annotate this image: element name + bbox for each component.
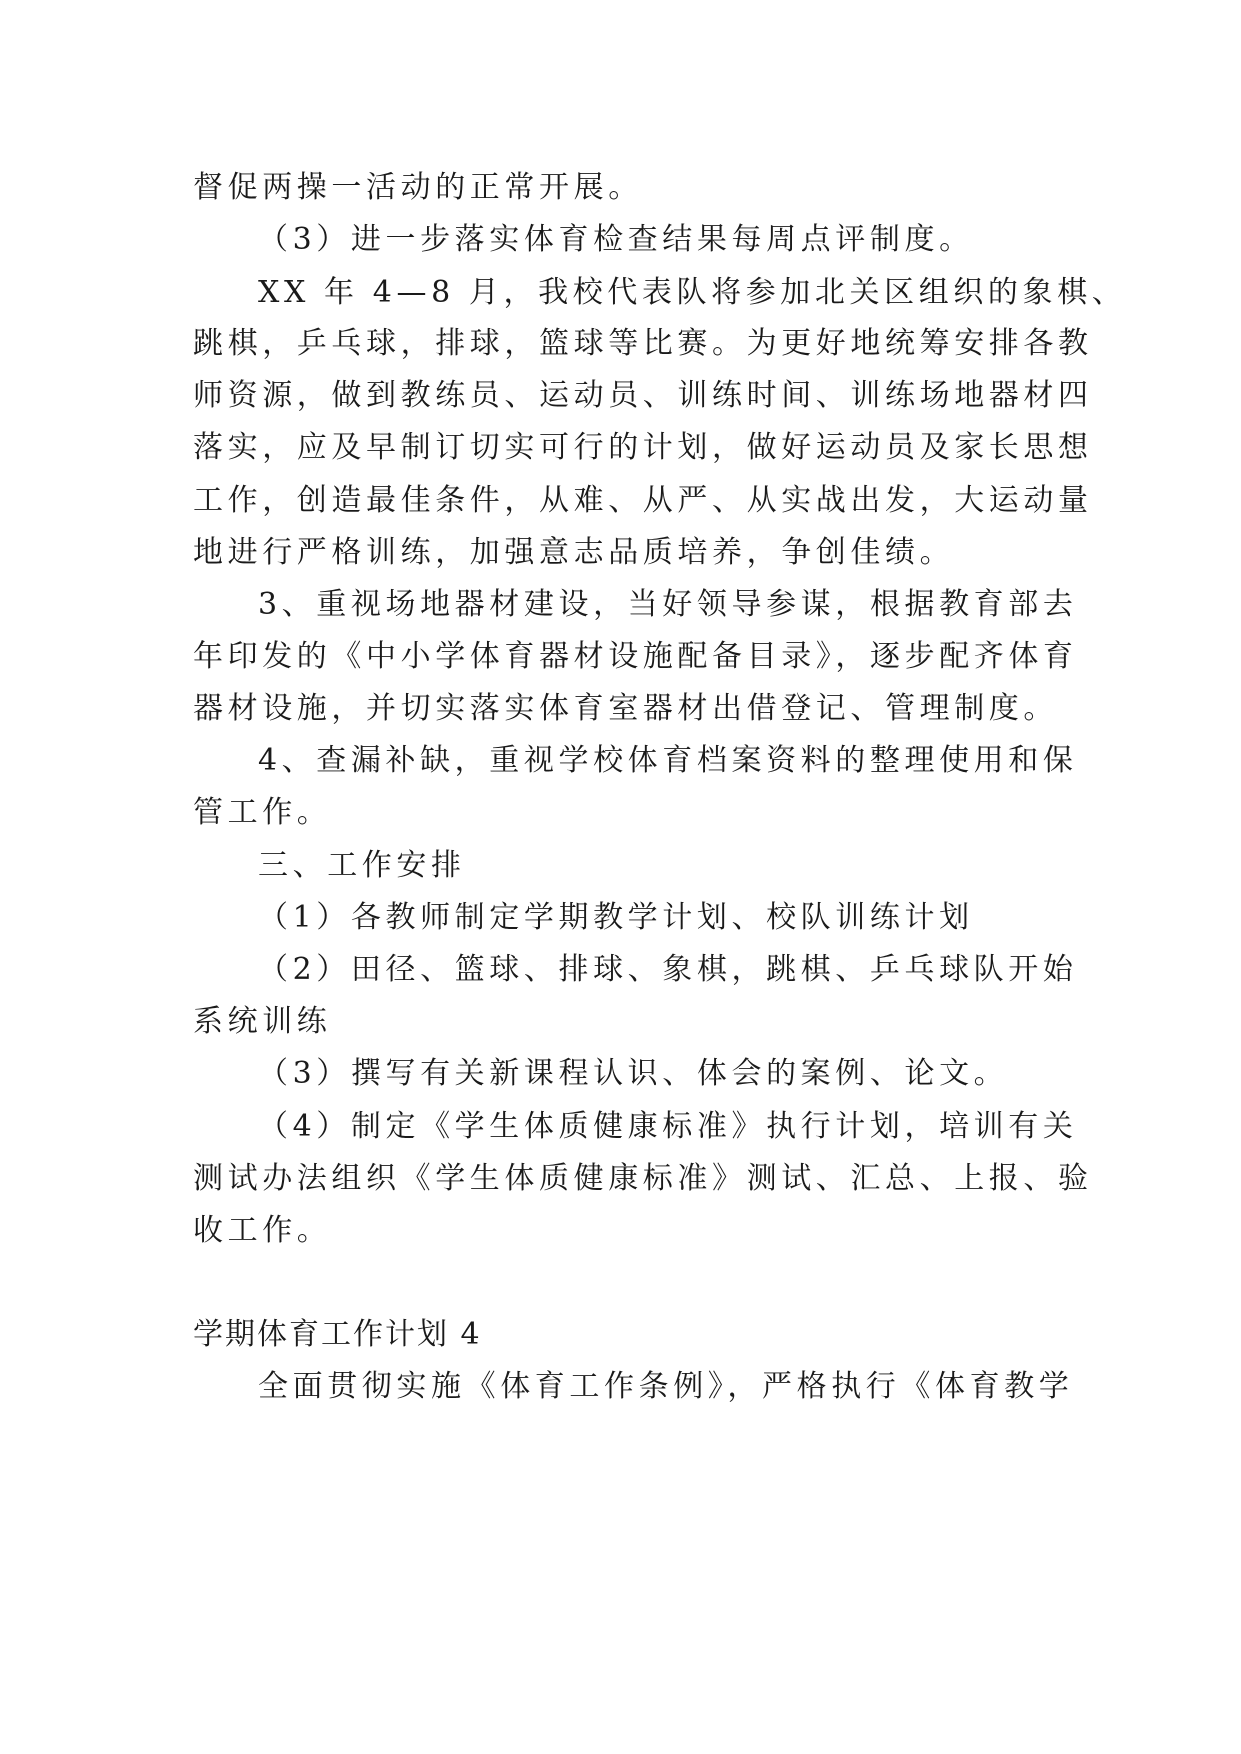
paragraph-line: 落实，应及早制订切实可行的计划，做好运动员及家长思想 (193, 430, 1093, 465)
list-item: （4）制定《学生体质健康标准》执行计划，培训有关 (258, 1109, 1078, 1144)
paragraph-line: 全面贯彻实施《体育工作条例》，严格执行《体育教学 (258, 1369, 1074, 1404)
paragraph-line: 管工作。 (193, 795, 332, 830)
list-item-continuation: 测试办法组织《学生体质健康标准》测试、汇总、上报、验 (193, 1161, 1093, 1196)
paragraph-line: 3、重视场地器材建设，当好领导参谋，根据教育部去 (258, 587, 1078, 622)
paragraph-line: 器材设施，并切实落实体育室器材出借登记、管理制度。 (193, 691, 1058, 726)
list-item: （1）各教师制定学期教学计划、校队训练计划 (258, 900, 974, 935)
paragraph-line: （3）进一步落实体育检查结果每周点评制度。 (258, 222, 974, 257)
paragraph-line: 4、查漏补缺，重视学校体育档案资料的整理使用和保 (258, 743, 1078, 778)
list-item: （2）田径、篮球、排球、象棋，跳棋、乒乓球队开始 (258, 952, 1078, 987)
paragraph-line: 师资源，做到教练员、运动员、训练时间、训练场地器材四 (193, 378, 1093, 413)
paragraph-line: 地进行严格训练，加强意志品质培养，争创佳绩。 (193, 535, 955, 570)
paragraph-line: XX 年 4—8 月，我校代表队将参加北关区组织的象棋、 (258, 275, 1127, 310)
paragraph-line: 督促两操一活动的正常开展。 (193, 170, 643, 205)
list-item-continuation: 收工作。 (193, 1213, 332, 1248)
paragraph-line: 工作，创造最佳条件，从难、从严、从实战出发，大运动量 (193, 483, 1093, 518)
paragraph-line: 跳棋，乒乓球，排球，篮球等比赛。为更好地统筹安排各教 (193, 326, 1093, 361)
section-heading: 三、工作安排 (258, 848, 466, 883)
paragraph-line: 年印发的《中小学体育器材设施配备目录》，逐步配齐体育 (193, 639, 1078, 674)
section-title: 学期体育工作计划 4 (193, 1317, 482, 1352)
list-item: （3）撰写有关新课程认识、体会的案例、论文。 (258, 1056, 1009, 1091)
list-item-continuation: 系统训练 (193, 1004, 332, 1039)
